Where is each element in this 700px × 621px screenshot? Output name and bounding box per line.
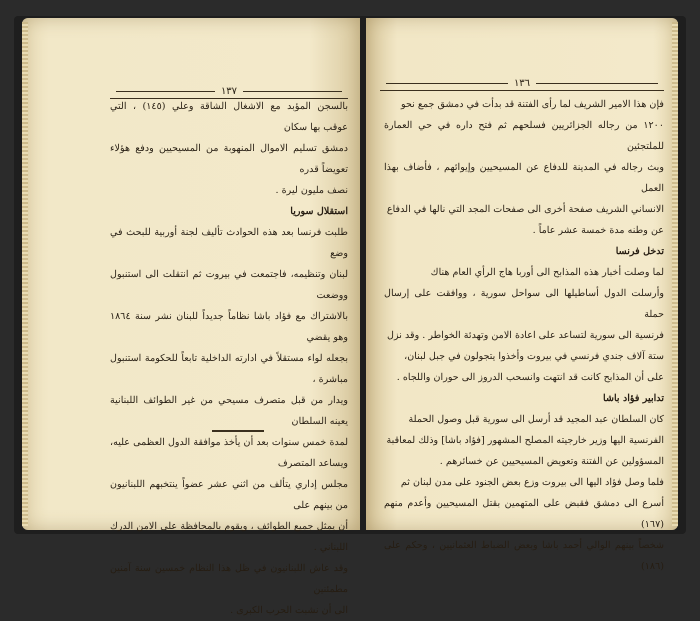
text-line: نصف مليون ليرة .: [275, 185, 348, 196]
text-line: ويدار من قبل متصرف مسيحي من غير الطوائف اللبنانية يعينه السلطان: [110, 395, 348, 427]
section-heading: استقلال سوريا: [290, 206, 348, 217]
section-heading: تدخل فرنسا: [615, 246, 664, 257]
text-line: بجعله لواء مستقلاً في ادارته الداخلية تابعاً للحكومة استنبول مباشرة ،: [110, 353, 348, 385]
page-number: ١٣٧: [220, 85, 238, 97]
right-body-text: [384, 94, 664, 577]
text-line: على أن المذابح كانت قد انتهت وانسحب الدروز الى حوران واللجاه .: [396, 372, 664, 383]
text-line: الى أن نشبت الحرب الكبرى .: [230, 605, 348, 616]
text-line: ١٢٠٠ من رجاله الجزائريين فسلحهم ثم فتح داره في حي العمارة للملتجئين: [384, 120, 664, 152]
right-page: [366, 18, 678, 572]
text-line: أن يمثل جميع الطوائف ، ويقوم بالمحافظة على الامن الدرك اللبناني .: [110, 521, 348, 553]
text-line: كان السلطان عبد المجيد قد أرسل الى سورية قبل وصول الحملة: [408, 414, 664, 425]
page-number: ١٣٦: [513, 77, 531, 89]
text-line: لما وصلت أخبار هذه المذابح الى أوربا هاج الرأي العام هناك: [430, 267, 664, 278]
header-rule: [380, 90, 664, 91]
text-line: دمشق تسليم الاموال المنهوبة من المسيحيين ودفع هؤلاء تعويضاً قدره: [110, 143, 348, 175]
text-line: مجلس إداري يتألف من اثني عشر عضواً ينتخبهم اللبنانيون من بينهم على: [110, 479, 348, 511]
text-line: الفرنسية اليها وزير خارجيته المصلح المشهور [فؤاد باشا] وذلك لمعاقبة: [386, 435, 664, 446]
text-line: لمدة خمس سنوات بعد أن يأخذ موافقة الدول العظمى عليه، ويساعد المتصرف: [110, 437, 348, 469]
header-dash: [243, 91, 342, 92]
text-line: الانساني الشريف صفحة أخرى الى صفحات المجد التي نالها في الدفاع: [386, 204, 664, 215]
header-dash: [116, 91, 215, 92]
text-line: وقد عاش اللبنانيون في ظل هذا النظام خمسين سنة آمنين مطمئنين: [110, 563, 348, 595]
text-line: وأرسلت الدول أساطيلها الى سواحل سورية ، ووافقت على إرسال حملة: [384, 288, 664, 320]
text-line: أسرع الى دمشق فقبض على المتهمين بقتل المسيحيين وأعدم منهم (١٦٧): [384, 498, 664, 530]
page-header: [380, 76, 664, 90]
text-line: بالاشتراك مع فؤاد باشا نظاماً جديداً للبنان نشر سنة ١٨٦٤ وهو يقضي: [110, 311, 348, 343]
text-line: فإن هذا الامير الشريف لما رأى الفتنة قد بدأت في دمشق جمع نحو: [401, 99, 664, 110]
header-dash: [536, 83, 658, 84]
text-line: طلبت فرنسا بعد هذه الحوادث تأليف لجنة أوربية للبحث في وضع: [110, 227, 348, 259]
book-spread: [14, 16, 686, 616]
page-edge: [22, 22, 28, 526]
text-line: المسؤولين عن الفتنة وتعويض المسيحيين عن خسائرهم .: [439, 456, 664, 467]
page-edge: [672, 22, 678, 526]
text-line: وبث رجاله في المدينة للدفاع عن المسيحيين وإيوائهم ، فأضاف بهذا العمل: [384, 162, 664, 194]
section-heading: تدابير فؤاد باشا: [603, 393, 664, 404]
text-line: لبنان وتنظيمه، فاجتمعت في بيروت ثم انتقلت الى استنبول ووضعت: [110, 269, 348, 301]
text-line: ستة آلاف جندي فرنسي في بيروت وأخذوا يتجولون في جبل لبنان،: [404, 351, 664, 362]
text-line: شخصاً بينهم الوالي أحمد باشا وبعض الضباط العثمانيين ، وحكم على (١٨٦): [384, 540, 664, 572]
text-line: بالسجن المؤبد مع الاشغال الشاقة وعلي (١٤٥) ، التي عوقب بها سكان: [110, 101, 348, 133]
text-line: فرنسية الى سورية لتساعد على اعادة الامن وتهدئة الخواطر . وقد نزل: [386, 330, 664, 341]
text-line: فلما وصل فؤاد اليها الى بيروت وزع بعض الجنود على مدن لبنان ثم: [400, 477, 664, 488]
header-dash: [386, 83, 508, 84]
left-page: [22, 18, 360, 616]
left-body-text: [110, 96, 348, 621]
end-ornament: [212, 430, 264, 432]
text-line: عن وطنه مدة خمسة عشر عاماً .: [532, 225, 664, 236]
